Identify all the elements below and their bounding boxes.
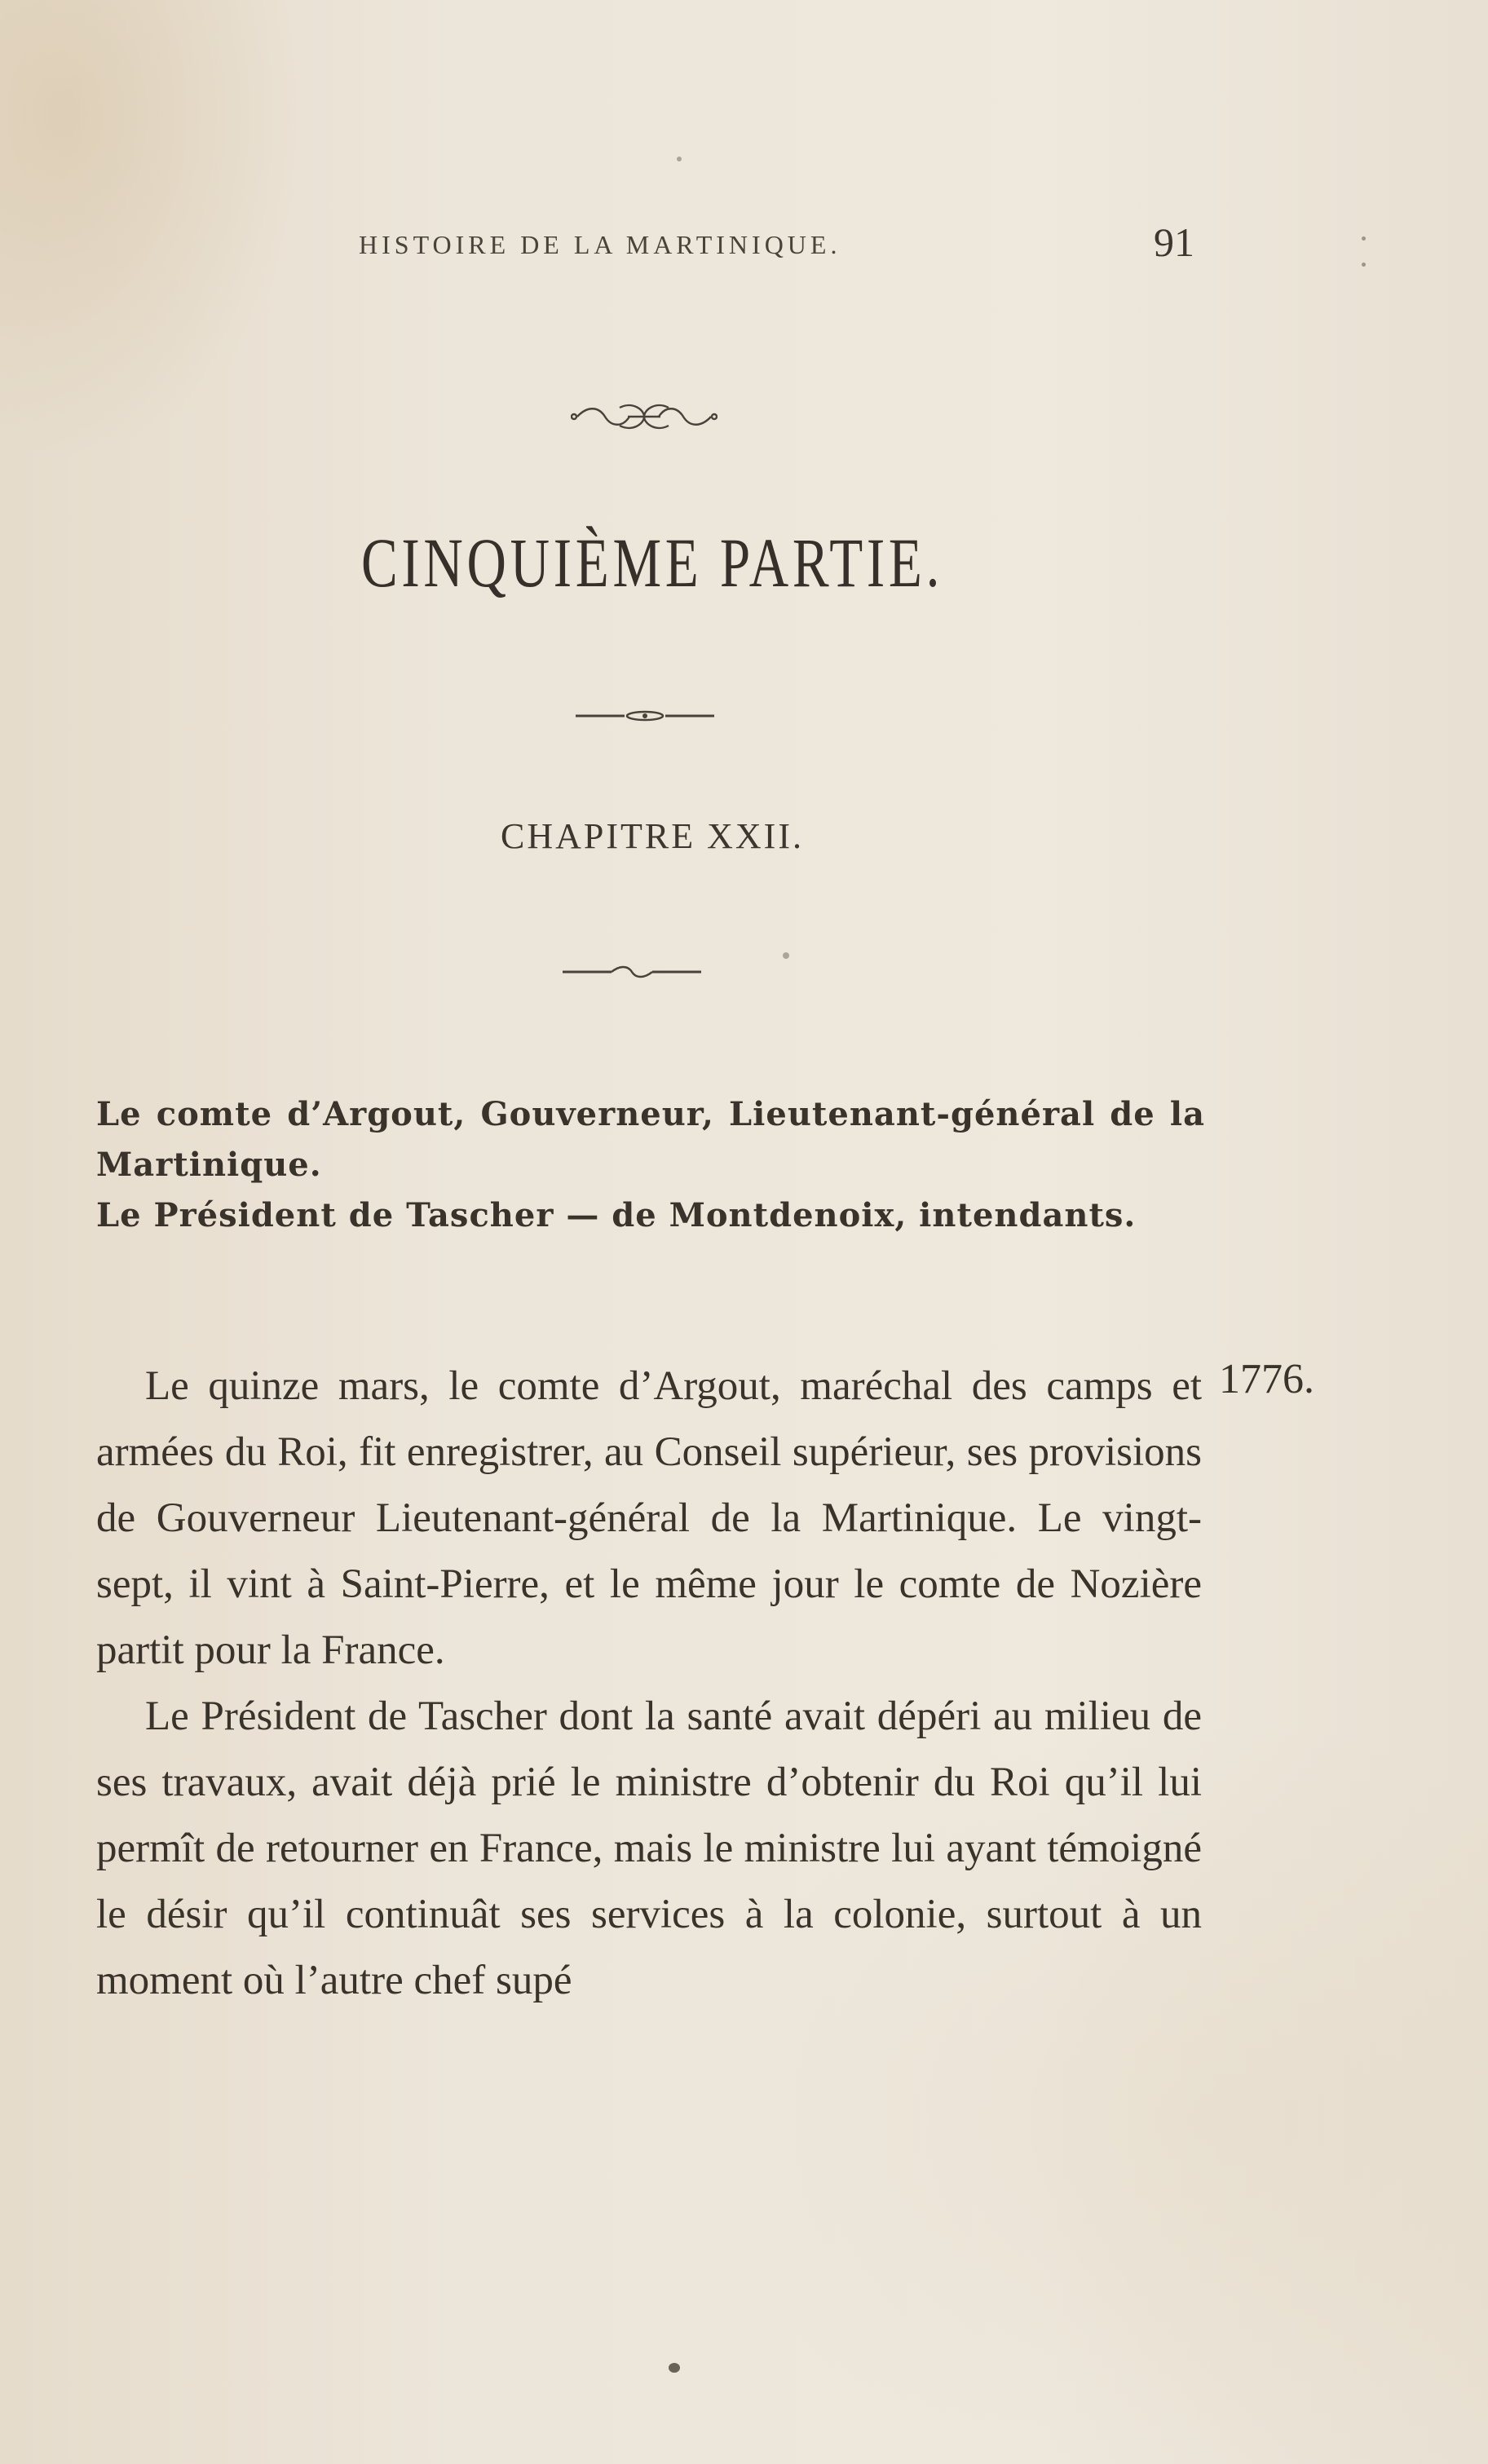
- paper-speck: [669, 2363, 680, 2373]
- running-title: HISTOIRE DE LA MARTINIQUE.: [359, 230, 841, 259]
- summary-line: Le comte d’Argout, Gouverneur, Lieutenant-général de la Martinique.: [96, 1095, 1205, 1184]
- chapter-title: CHAPITRE XXII.: [501, 816, 804, 856]
- part-title: CINQUIÈME PARTIE.: [360, 523, 944, 602]
- paper-speck: [677, 157, 682, 161]
- page-header: [359, 219, 1207, 267]
- page-number: 91: [1154, 219, 1194, 265]
- paper-speck: [783, 952, 789, 959]
- divider-rule: [576, 706, 714, 726]
- paragraph: Le quinze mars, le comte d’Argout, maréchal des camps et armées du Roi, fit enregistrer, au Conseil supérieur, ses provisions de Gouverneur Lieutenant-général de la Martinique. Le vingt-sept, il vint à Saint-Pierre, et le même jour le comte de Nozière partit pour la France.: [96, 1363, 1202, 1673]
- paper-speck: [1362, 263, 1366, 267]
- paragraph: Le Président de Tascher dont la santé avait dépéri au milieu de ses travaux, avait déjà prié le ministre d’obtenir du Roi qu’il lui permît de retourner en France, mais le ministre lui ayant témoigné le désir qu’il continuât ses services à la colonie, surtout à un moment où l’autre chef supé: [96, 1693, 1202, 2003]
- paper-speck: [1362, 236, 1366, 241]
- divider-rule: [563, 962, 701, 982]
- body-text: [96, 1353, 1202, 2014]
- summary-line: Le Président de Tascher — de Montdenoix, intendants.: [96, 1196, 1137, 1234]
- fleuron-ornament-icon: [571, 398, 718, 435]
- margin-year: 1776.: [1219, 1356, 1314, 1402]
- chapter-summary: [96, 1089, 1205, 1241]
